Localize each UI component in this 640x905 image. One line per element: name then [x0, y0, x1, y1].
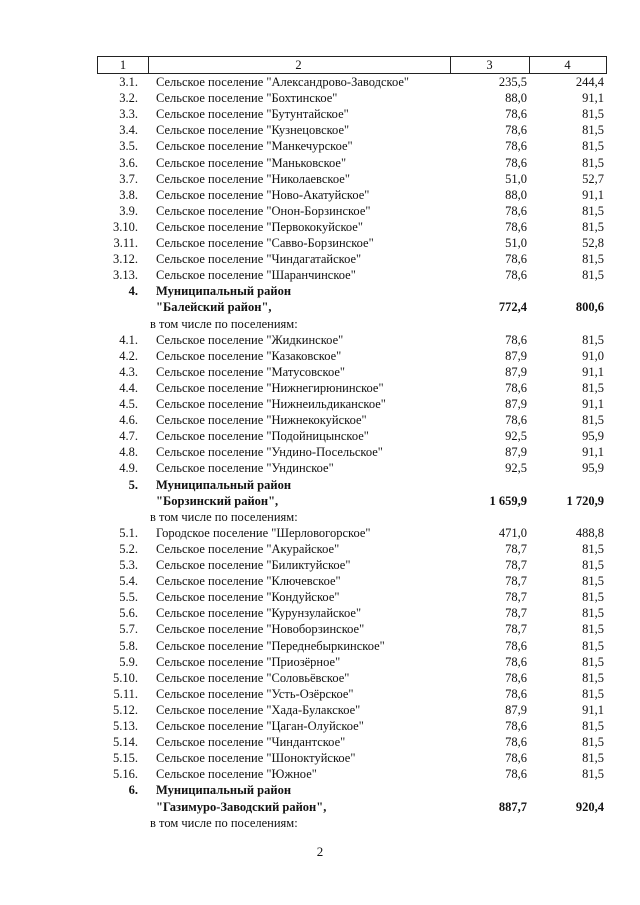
- settlement-name: Сельское поселение "Кузнецовское": [156, 123, 350, 138]
- row-number: 3.7.: [119, 171, 138, 186]
- value-col-4: 81,5: [582, 638, 604, 653]
- row-number: 3.4.: [119, 123, 138, 138]
- table-row: [0, 299, 640, 315]
- value-col-4: 91,1: [582, 187, 604, 202]
- row-number: 4.5.: [119, 397, 138, 411]
- table-row: [0, 251, 640, 267]
- district-value-col-3: 772,4: [498, 300, 527, 315]
- settlement-name: Сельское поселение "Жидкинское": [156, 332, 344, 347]
- district-name: "Газимуро-Заводский район",: [156, 799, 327, 814]
- table-row: [0, 283, 640, 299]
- settlement-name: Сельское поселение "Николаевское": [156, 171, 350, 186]
- row-number: 5.1.: [119, 525, 138, 540]
- row-number: 5.16.: [113, 767, 138, 782]
- value-col-4: 81,5: [582, 203, 604, 218]
- subheading: в том числе по поселениям:: [150, 509, 298, 524]
- district-number: 4.: [128, 284, 138, 299]
- row-number: 5.11.: [113, 686, 138, 701]
- table-row: [0, 138, 640, 154]
- settlement-name: Сельское поселение "Маньковское": [156, 155, 347, 170]
- settlement-name: Сельское поселение "Онон-Борзинское": [156, 203, 371, 218]
- district-title: Муниципальный район: [156, 783, 292, 798]
- row-number: 4.8.: [119, 445, 138, 460]
- row-number: 4.3.: [119, 364, 138, 379]
- district-value-col-4: 920,4: [575, 799, 604, 814]
- value-col-3: 78,7: [505, 590, 527, 605]
- row-number: 5.9.: [119, 654, 138, 669]
- table-row: [0, 171, 640, 187]
- value-col-4: 91,1: [582, 364, 604, 379]
- table-row: [0, 525, 640, 541]
- table-row: [0, 573, 640, 589]
- settlement-name: Сельское поселение "Матусовское": [156, 364, 346, 379]
- value-col-3: 78,6: [505, 670, 527, 685]
- row-number: 4.6.: [119, 413, 138, 428]
- table-row: [0, 219, 640, 235]
- table-header-col-1: 1: [97, 56, 149, 74]
- value-col-4: 81,5: [582, 670, 604, 685]
- table-row: [0, 460, 640, 476]
- settlement-name: Сельское поселение "Чиндантское": [156, 735, 346, 750]
- table-row: [0, 477, 640, 493]
- value-col-4: 95,9: [582, 461, 604, 476]
- value-col-3: 78,6: [505, 107, 527, 122]
- value-col-4: 81,5: [582, 686, 604, 701]
- value-col-4: 52,8: [582, 236, 604, 250]
- table-row: [0, 412, 640, 428]
- value-col-4: 81,5: [582, 735, 604, 750]
- row-number: 5.8.: [119, 638, 138, 653]
- table-row: [0, 799, 640, 815]
- table-row: [0, 750, 640, 766]
- district-value-col-4: 1 720,9: [566, 493, 604, 508]
- row-number: 4.4.: [119, 380, 138, 395]
- value-col-4: 81,5: [582, 107, 604, 122]
- value-col-3: 471,0: [498, 525, 527, 540]
- value-col-4: 91,1: [582, 702, 604, 717]
- settlement-name: Сельское поселение "Биликтуйское": [156, 558, 351, 572]
- row-number: 5.7.: [119, 622, 138, 637]
- table-row: [0, 670, 640, 686]
- value-col-4: 488,8: [575, 525, 604, 540]
- row-number: 3.12.: [113, 252, 138, 267]
- value-col-3: 88,0: [505, 91, 527, 106]
- value-col-4: 91,1: [582, 445, 604, 460]
- row-number: 5.5.: [119, 590, 138, 605]
- row-number: 3.6.: [119, 155, 138, 170]
- value-col-3: 87,9: [505, 397, 527, 411]
- value-col-4: 52,7: [582, 171, 604, 186]
- row-number: 3.8.: [119, 187, 138, 202]
- table-header-col-3: 3: [450, 56, 530, 74]
- value-col-4: 81,5: [582, 719, 604, 733]
- table-row: [0, 106, 640, 122]
- value-col-4: 91,0: [582, 348, 604, 363]
- settlement-name: Сельское поселение "Савво-Борзинское": [156, 236, 374, 250]
- settlement-name: Сельское поселение "Нижнеильдиканское": [156, 397, 386, 411]
- row-number: 3.3.: [119, 107, 138, 122]
- table-row: [0, 155, 640, 171]
- table-row: [0, 702, 640, 718]
- settlement-name: Сельское поселение "Манкечурское": [156, 139, 353, 154]
- table-row: [0, 187, 640, 203]
- table-row: [0, 267, 640, 283]
- value-col-3: 78,6: [505, 751, 527, 766]
- settlement-name: Сельское поселение "Курунзулайское": [156, 606, 362, 621]
- table-row: [0, 348, 640, 364]
- row-number: 5.4.: [119, 574, 138, 589]
- value-col-3: 87,9: [505, 702, 527, 717]
- row-number: 4.2.: [119, 348, 138, 363]
- table-row: [0, 734, 640, 750]
- settlement-name: Сельское поселение "Южное": [156, 767, 317, 782]
- table-row: [0, 782, 640, 798]
- value-col-4: 244,4: [575, 75, 604, 89]
- table-header-col-2: 2: [147, 56, 451, 74]
- row-number: 3.5.: [119, 139, 138, 154]
- table-row: [0, 380, 640, 396]
- table-row: [0, 557, 640, 573]
- row-number: 5.2.: [119, 541, 138, 556]
- table-row: [0, 605, 640, 621]
- value-col-3: 235,5: [498, 75, 527, 89]
- settlement-name: Сельское поселение "Ключевское": [156, 574, 341, 589]
- row-number: 3.11.: [113, 236, 138, 250]
- row-number: 3.10.: [113, 219, 138, 234]
- row-number: 3.9.: [119, 203, 138, 218]
- value-col-4: 81,5: [582, 654, 604, 669]
- settlement-name: Сельское поселение "Казаковское": [156, 348, 342, 363]
- value-col-4: 81,5: [582, 123, 604, 138]
- settlement-name: Сельское поселение "Переднебыркинское": [156, 638, 385, 653]
- table-row: [0, 396, 640, 412]
- row-number: 4.1.: [119, 332, 138, 347]
- page-number: 2: [316, 844, 324, 859]
- value-col-3: 87,9: [505, 348, 527, 363]
- settlement-name: Городское поселение "Шерловогорское": [156, 525, 371, 540]
- value-col-3: 51,0: [505, 236, 527, 250]
- table-row: [0, 122, 640, 138]
- value-col-3: 78,7: [505, 541, 527, 556]
- value-col-3: 78,6: [505, 654, 527, 669]
- value-col-4: 81,5: [582, 252, 604, 267]
- table-row: [0, 90, 640, 106]
- table-row: [0, 509, 640, 525]
- value-col-4: 81,5: [582, 219, 604, 234]
- settlement-name: Сельское поселение "Новоборзинское": [156, 622, 365, 637]
- settlement-name: Сельское поселение "Чиндагатайское": [156, 252, 362, 267]
- value-col-4: 81,5: [582, 590, 604, 605]
- value-col-3: 87,9: [505, 364, 527, 379]
- settlement-name: Сельское поселение "Приозёрное": [156, 654, 341, 669]
- table-row: [0, 766, 640, 782]
- value-col-3: 87,9: [505, 445, 527, 460]
- row-number: 5.12.: [113, 702, 138, 717]
- settlement-name: Сельское поселение "Шоноктуйское": [156, 751, 356, 766]
- subheading: в том числе по поселениям:: [150, 815, 298, 830]
- table-row: [0, 654, 640, 670]
- settlement-name: Сельское поселение "Соловьёвское": [156, 670, 350, 685]
- settlement-name: Сельское поселение "Бутунтайское": [156, 107, 349, 122]
- value-col-3: 78,6: [505, 203, 527, 218]
- row-number: 5.13.: [113, 719, 138, 733]
- row-number: 5.3.: [119, 558, 138, 572]
- settlement-name: Сельское поселение "Шаранчинское": [156, 268, 356, 283]
- table-row: [0, 686, 640, 702]
- row-number: 3.13.: [113, 268, 138, 283]
- row-number: 3.2.: [119, 91, 138, 106]
- value-col-3: 78,6: [505, 638, 527, 653]
- district-number: 6.: [128, 783, 138, 798]
- value-col-4: 91,1: [582, 91, 604, 106]
- settlement-name: Сельское поселение "Хада-Булакское": [156, 702, 361, 717]
- value-col-4: 91,1: [582, 397, 604, 411]
- value-col-3: 78,7: [505, 622, 527, 637]
- value-col-3: 51,0: [505, 171, 527, 186]
- value-col-3: 78,6: [505, 332, 527, 347]
- settlement-name: Сельское поселение "Ундино-Посельское": [156, 445, 383, 460]
- value-col-3: 78,6: [505, 252, 527, 267]
- value-col-3: 78,6: [505, 767, 527, 782]
- value-col-3: 78,6: [505, 219, 527, 234]
- value-col-3: 78,6: [505, 155, 527, 170]
- table-row: [0, 621, 640, 637]
- table-row: [0, 235, 640, 251]
- table-row: [0, 815, 640, 831]
- value-col-3: 78,6: [505, 123, 527, 138]
- value-col-4: 81,5: [582, 380, 604, 395]
- row-number: 5.14.: [113, 735, 138, 750]
- value-col-3: 78,7: [505, 606, 527, 621]
- value-col-4: 81,5: [582, 541, 604, 556]
- table-row: [0, 203, 640, 219]
- value-col-4: 81,5: [582, 413, 604, 428]
- table-row: [0, 332, 640, 348]
- row-number: 4.9.: [119, 461, 138, 476]
- value-col-3: 78,7: [505, 558, 527, 572]
- value-col-4: 81,5: [582, 767, 604, 782]
- table-header-col-4: 4: [529, 56, 607, 74]
- row-number: 5.6.: [119, 606, 138, 621]
- settlement-name: Сельское поселение "Ново-Акатуйское": [156, 187, 370, 202]
- settlement-name: Сельское поселение "Подойницынское": [156, 429, 369, 444]
- settlement-name: Сельское поселение "Усть-Озёрское": [156, 686, 354, 701]
- settlement-name: Сельское поселение "Александрово-Заводское": [156, 75, 409, 89]
- value-col-3: 78,6: [505, 268, 527, 283]
- table-row: [0, 364, 640, 380]
- row-number: 5.10.: [113, 670, 138, 685]
- value-col-3: 78,7: [505, 574, 527, 589]
- subheading: в том числе по поселениям:: [150, 316, 298, 331]
- value-col-4: 81,5: [582, 558, 604, 572]
- settlement-name: Сельское поселение "Кондуйское": [156, 590, 340, 605]
- district-title: Муниципальный район: [156, 284, 292, 299]
- value-col-4: 81,5: [582, 155, 604, 170]
- value-col-4: 81,5: [582, 332, 604, 347]
- table-row: [0, 718, 640, 734]
- district-value-col-4: 800,6: [575, 300, 604, 315]
- value-col-4: 81,5: [582, 606, 604, 621]
- value-col-4: 81,5: [582, 751, 604, 766]
- value-col-3: 92,5: [505, 461, 527, 476]
- value-col-3: 78,6: [505, 735, 527, 750]
- value-col-4: 81,5: [582, 268, 604, 283]
- value-col-4: 81,5: [582, 139, 604, 154]
- settlement-name: Сельское поселение "Цаган-Олуйское": [156, 719, 364, 733]
- district-title: Муниципальный район: [156, 477, 292, 492]
- value-col-4: 81,5: [582, 622, 604, 637]
- settlement-name: Сельское поселение "Первококуйское": [156, 219, 363, 234]
- row-number: 5.15.: [113, 751, 138, 766]
- value-col-3: 78,6: [505, 139, 527, 154]
- district-name: "Борзинский район",: [156, 493, 279, 508]
- value-col-3: 88,0: [505, 187, 527, 202]
- district-name: "Балейский район",: [156, 300, 272, 315]
- value-col-3: 78,6: [505, 380, 527, 395]
- settlement-name: Сельское поселение "Ундинское": [156, 461, 334, 476]
- table-row: [0, 444, 640, 460]
- table-row: [0, 541, 640, 557]
- settlement-name: Сельское поселение "Акурайское": [156, 541, 340, 556]
- table-row: [0, 493, 640, 509]
- settlement-name: Сельское поселение "Нижнегирюнинское": [156, 380, 384, 395]
- table-row: [0, 589, 640, 605]
- district-value-col-3: 887,7: [498, 799, 527, 814]
- value-col-3: 92,5: [505, 429, 527, 444]
- value-col-4: 81,5: [582, 574, 604, 589]
- table-row: [0, 74, 640, 90]
- district-value-col-3: 1 659,9: [489, 493, 527, 508]
- value-col-3: 78,6: [505, 719, 527, 733]
- value-col-3: 78,6: [505, 413, 527, 428]
- row-number: 4.7.: [119, 429, 138, 444]
- settlement-name: Сельское поселение "Бохтинское": [156, 91, 338, 106]
- value-col-4: 95,9: [582, 429, 604, 444]
- table-row: [0, 428, 640, 444]
- row-number: 3.1.: [119, 75, 138, 89]
- district-number: 5.: [128, 477, 138, 492]
- value-col-3: 78,6: [505, 686, 527, 701]
- settlement-name: Сельское поселение "Нижнекокуйское": [156, 413, 367, 428]
- table-row: [0, 638, 640, 654]
- table-row: [0, 316, 640, 332]
